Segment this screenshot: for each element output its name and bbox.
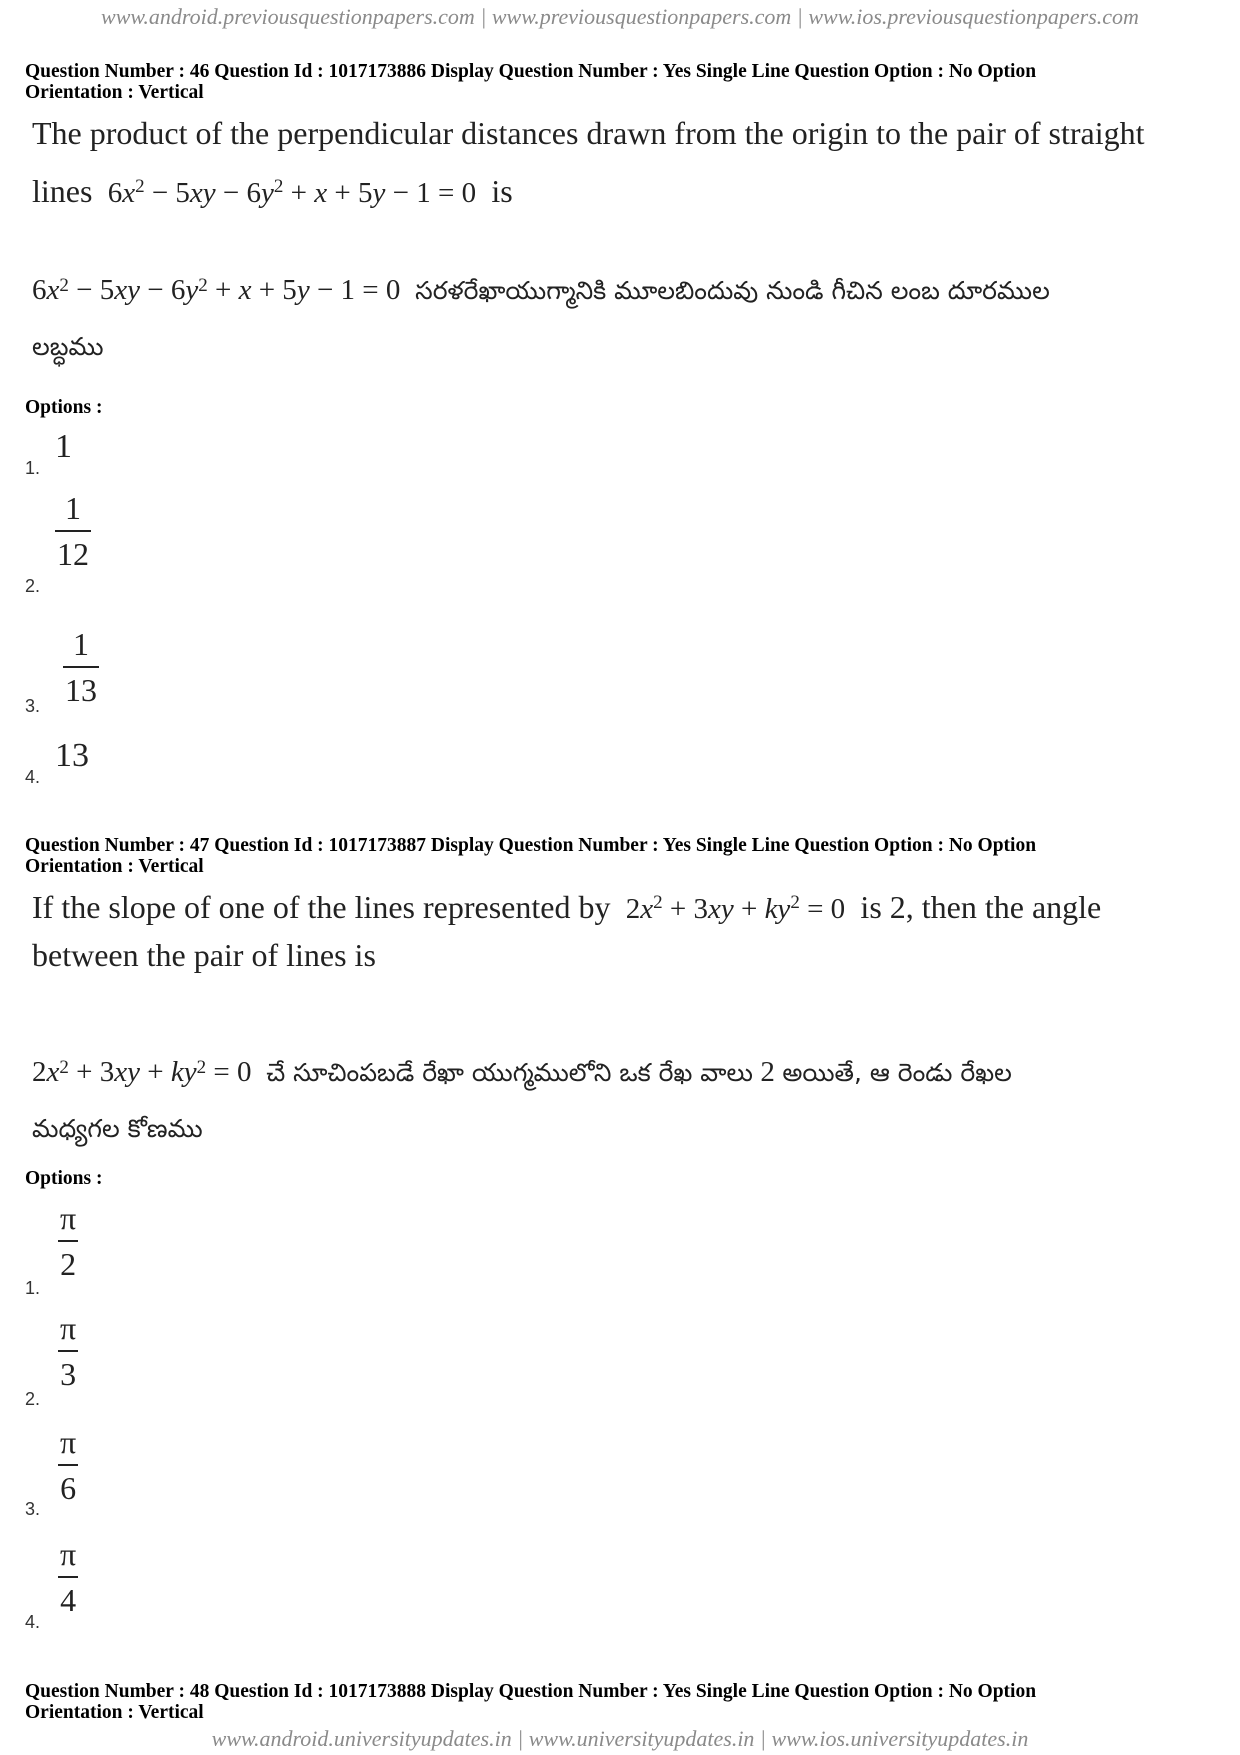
option-2-number: 2.	[25, 1389, 41, 1409]
question-47-text	[32, 884, 1212, 978]
option-1-fraction	[58, 1200, 78, 1282]
telugu-text: చే సూచింపబడే రేఖా యుగ్మములోని ఒక రేఖ వాలు	[266, 1058, 753, 1087]
equation: $6x^2 - 5xy - 6y^2 + x + 5y - 1 = 0$	[32, 274, 408, 306]
telugu-text: సరళరేఖాయుగ్మానికి మూలబిందువు నుండి గీచిన లంబ దూరముల	[415, 276, 1050, 305]
question-text-line1	[32, 884, 1212, 932]
question-header-line2: Orientation : Vertical	[25, 82, 204, 103]
option-4-fraction	[58, 1536, 78, 1618]
question-46-telugu	[32, 262, 1212, 375]
fraction-denominator: 3	[60, 1356, 77, 1392]
fraction-numerator: π	[60, 1200, 77, 1236]
option-2-fraction	[58, 1310, 78, 1392]
option-1-number: 1.	[25, 1278, 41, 1298]
telugu-text: అయితే, ఆ రెండు రేఖల	[782, 1058, 1012, 1087]
question-text-line2: between the pair of lines is	[32, 937, 376, 973]
fraction-numerator: π	[60, 1424, 77, 1460]
watermark-bottom: www.android.universityupdates.in | www.universityupdates.in | www.ios.universityupdates.in	[211, 1726, 1029, 1751]
fraction-numerator: 1	[73, 626, 89, 662]
fraction-denominator: 13	[65, 672, 97, 708]
options-label: Options :	[25, 397, 103, 418]
option-1-number: 1.	[25, 458, 41, 478]
question-text-suffix: is	[491, 173, 513, 209]
telugu-line1	[32, 262, 1212, 319]
fraction-numerator: π	[60, 1536, 77, 1572]
option-3-fraction	[63, 626, 99, 708]
question-47-telugu	[32, 1044, 1212, 1157]
telugu-line2: మధ్యగల కోణము	[32, 1114, 203, 1143]
fraction-bar	[58, 1576, 78, 1578]
telugu-line1	[32, 1044, 1212, 1101]
options-label: Options :	[25, 1168, 103, 1189]
question-header-line1: Question Number : 47 Question Id : 1017173887 Display Question Number : Yes Single Line Question Option : No Option	[25, 835, 1037, 856]
option-1-value: 1	[55, 428, 72, 465]
option-3-fraction	[58, 1424, 78, 1506]
option-2-fraction	[55, 490, 91, 572]
fraction-denominator: 12	[57, 536, 89, 572]
question-header-line1: Question Number : 48 Question Id : 1017173888 Display Question Number : Yes Single Line Question Option : No Option	[25, 1681, 1037, 1702]
equation: $2x^2 + 3xy + ky^2 = 0$	[32, 1056, 259, 1088]
fraction-denominator: 2	[60, 1246, 77, 1282]
option-4-number: 4.	[25, 1612, 41, 1632]
question-header-line2: Orientation : Vertical	[25, 1702, 204, 1723]
option-3-number: 3.	[25, 696, 41, 716]
fraction-numerator: 1	[65, 490, 81, 526]
question-47-header	[25, 835, 1215, 877]
option-4-number: 4.	[25, 767, 41, 787]
option-4-value: 13	[55, 737, 89, 774]
question-text-line2	[32, 162, 1212, 222]
watermark-top: www.android.previousquestionpapers.com | www.previousquestionpapers.com | www.ios.previousquestionpapers.com	[101, 4, 1139, 29]
question-text-suffix: is 2, then the angle	[860, 889, 1102, 925]
fraction-denominator: 4	[60, 1582, 77, 1618]
question-text-prefix: If the slope of one of the lines represented by	[32, 889, 611, 925]
question-header-line2: Orientation : Vertical	[25, 856, 204, 877]
option-2-number: 2.	[25, 576, 41, 596]
fraction-bar	[58, 1240, 78, 1242]
fraction-bar	[63, 666, 99, 668]
question-text-line1: The product of the perpendicular distances drawn from the origin to the pair of straight	[32, 115, 1145, 151]
fraction-bar	[58, 1350, 78, 1352]
fraction-bar	[58, 1464, 78, 1466]
question-48-header	[25, 1681, 1215, 1723]
telugu-line2: లబ్ధము	[32, 332, 104, 361]
option-3-number: 3.	[25, 1499, 41, 1519]
question-header-line1: Question Number : 46 Question Id : 1017173886 Display Question Number : Yes Single Line Question Option : No Option	[25, 61, 1037, 82]
fraction-bar	[55, 530, 91, 532]
telugu-number: 2	[760, 1056, 775, 1088]
equation: $6x^2 - 5xy - 6y^2 + x + 5y - 1 = 0$	[100, 176, 484, 209]
fraction-numerator: π	[60, 1310, 77, 1346]
question-46-text	[32, 104, 1212, 222]
equation: $2x^2 + 3xy + ky^2 = 0$	[618, 892, 853, 925]
fraction-denominator: 6	[60, 1470, 77, 1506]
question-46-header	[25, 61, 1215, 103]
question-text-prefix: lines	[32, 173, 93, 209]
